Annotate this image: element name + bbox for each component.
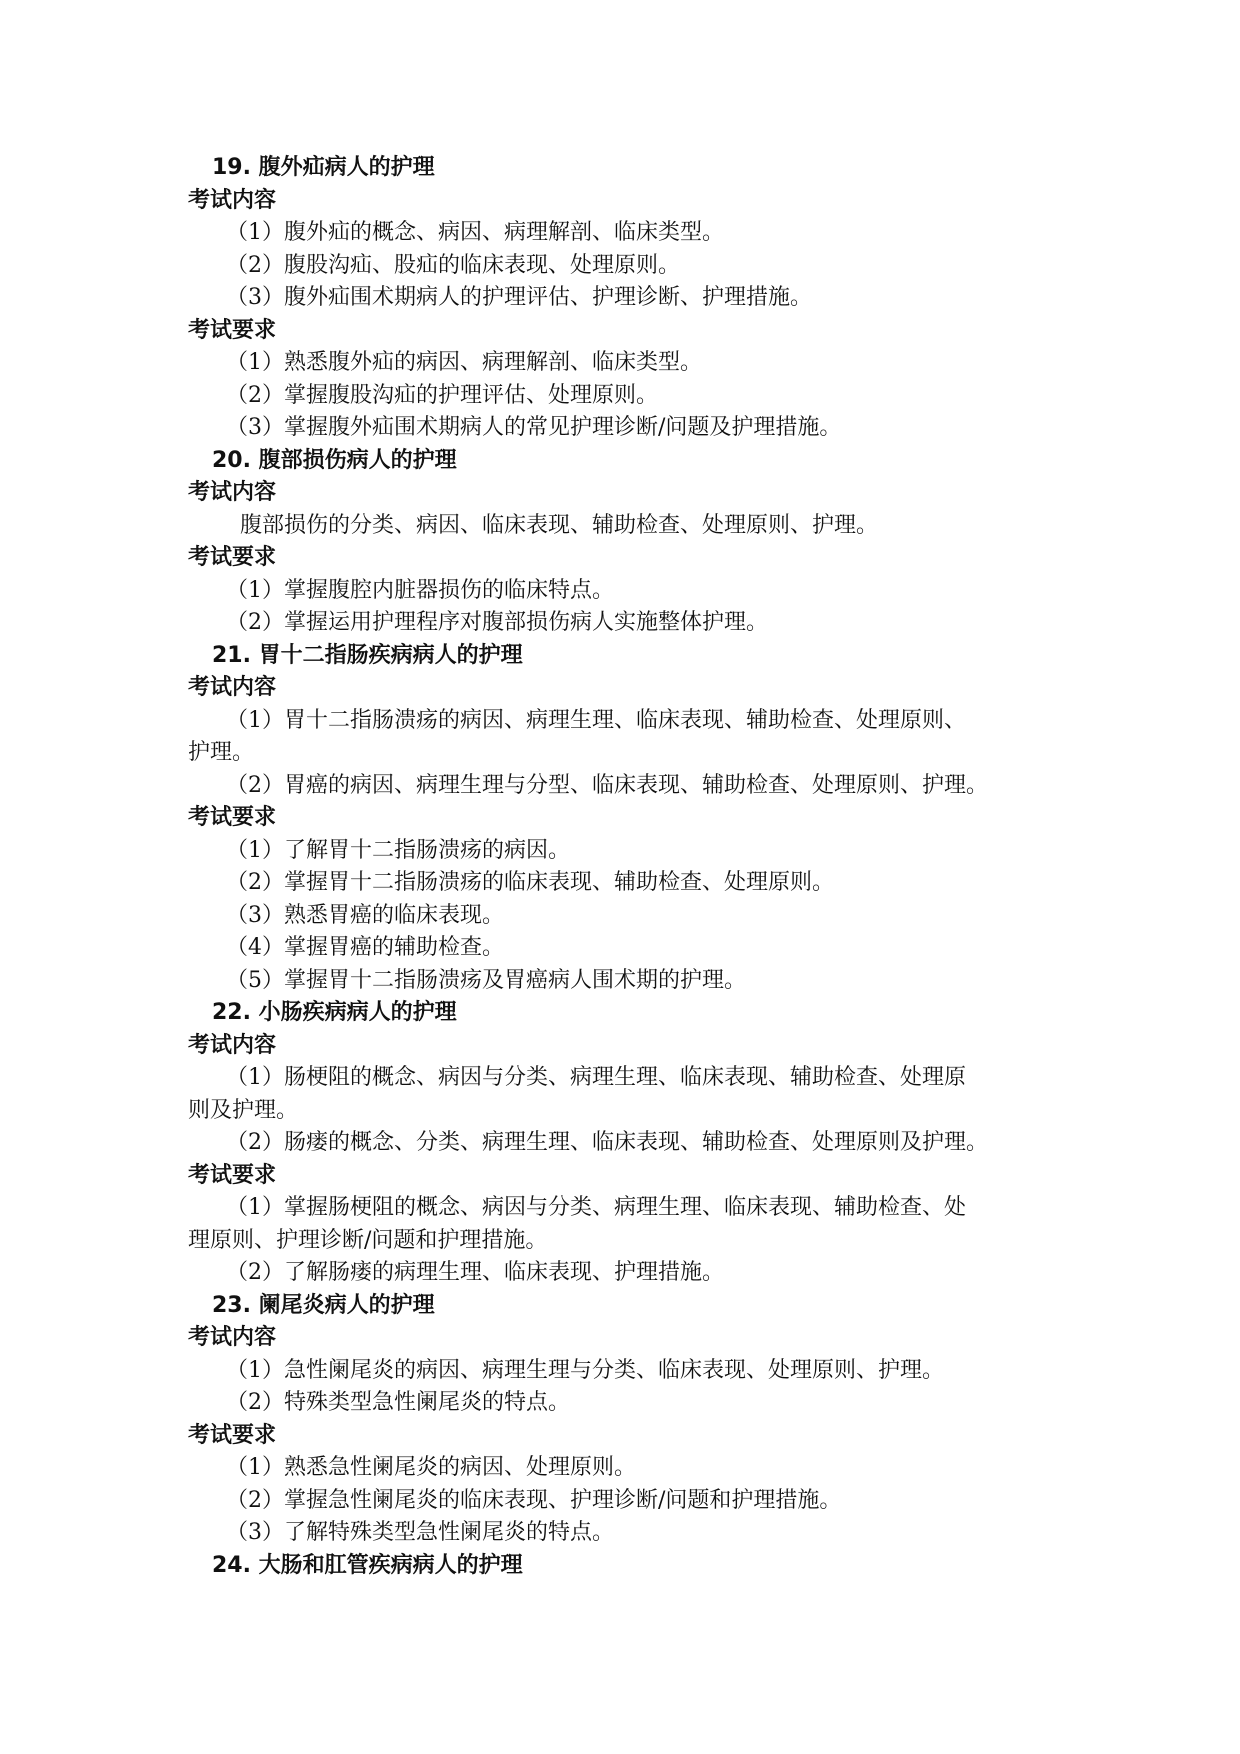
list-item: （2）胃癌的病因、病理生理与分型、临床表现、辅助检查、处理原则、护理。 bbox=[226, 772, 988, 798]
subsection-label: 考试要求 bbox=[188, 545, 277, 570]
list-item: （2）掌握胃十二指肠溃疡的临床表现、辅助检查、处理原则。 bbox=[226, 870, 834, 895]
subsection-label: 考试内容 bbox=[188, 1032, 277, 1058]
section-heading: 21. 胃十二指肠疾病病人的护理 bbox=[212, 642, 523, 668]
list-item: （1）急性阑尾炎的病因、病理生理与分类、临床表现、处理原则、护理。 bbox=[226, 1357, 944, 1383]
list-item: （1）熟悉急性阑尾炎的病因、处理原则。 bbox=[226, 1455, 636, 1480]
section-heading: 24. 大肠和肛管疾病病人的护理 bbox=[212, 1552, 523, 1578]
list-item: （1）了解胃十二指肠溃疡的病因。 bbox=[226, 837, 570, 863]
list-item: （2）掌握急性阑尾炎的临床表现、护理诊断/问题和护理措施。 bbox=[226, 1487, 842, 1513]
section-heading: 23. 阑尾炎病人的护理 bbox=[212, 1292, 435, 1318]
section-heading: 20. 腹部损伤病人的护理 bbox=[212, 447, 457, 473]
list-item: （2）特殊类型急性阑尾炎的特点。 bbox=[226, 1390, 570, 1415]
list-item: （1）肠梗阻的概念、病因与分类、病理生理、临床表现、辅助检查、处理原 bbox=[226, 1065, 966, 1090]
list-item: （5）掌握胃十二指肠溃疡及胃癌病人围术期的护理。 bbox=[226, 967, 746, 993]
list-item: （1）熟悉腹外疝的病因、病理解剖、临床类型。 bbox=[226, 350, 702, 375]
subsection-label: 考试内容 bbox=[188, 480, 277, 505]
list-item: （2）了解肠瘘的病理生理、临床表现、护理措施。 bbox=[226, 1260, 724, 1285]
list-item: （3）了解特殊类型急性阑尾炎的特点。 bbox=[226, 1520, 614, 1545]
list-item: （1）胃十二指肠溃疡的病因、病理生理、临床表现、辅助检查、处理原则、 bbox=[226, 707, 966, 733]
subsection-label: 考试要求 bbox=[188, 805, 277, 830]
subsection-label: 考试要求 bbox=[188, 1162, 277, 1188]
paragraph: 腹部损伤的分类、病因、临床表现、辅助检查、处理原则、护理。 bbox=[240, 512, 879, 538]
section-heading: 22. 小肠疾病病人的护理 bbox=[212, 1000, 457, 1025]
document-body bbox=[188, 152, 1068, 1582]
list-item: （4）掌握胃癌的辅助检查。 bbox=[226, 935, 504, 960]
subsection-label: 考试要求 bbox=[188, 317, 277, 343]
subsection-label: 考试要求 bbox=[188, 1422, 277, 1448]
list-item: （3）掌握腹外疝围术期病人的常见护理诊断/问题及护理措施。 bbox=[226, 415, 842, 440]
subsection-label: 考试内容 bbox=[188, 1325, 277, 1350]
subsection-label: 考试内容 bbox=[188, 187, 277, 213]
list-item-continuation: 则及护理。 bbox=[188, 1097, 299, 1123]
list-item: （1）腹外疝的概念、病因、病理解剖、临床类型。 bbox=[226, 220, 724, 245]
list-item: （1）掌握腹腔内脏器损伤的临床特点。 bbox=[226, 577, 614, 603]
list-item: （3）腹外疝围术期病人的护理评估、护理诊断、护理措施。 bbox=[226, 285, 812, 310]
list-item-continuation: 护理。 bbox=[188, 740, 255, 765]
subsection-label: 考试内容 bbox=[188, 675, 277, 700]
list-item: （3）熟悉胃癌的临床表现。 bbox=[226, 902, 504, 928]
list-item: （2）掌握运用护理程序对腹部损伤病人实施整体护理。 bbox=[226, 610, 768, 635]
list-item: （2）肠瘘的概念、分类、病理生理、临床表现、辅助检查、处理原则及护理。 bbox=[226, 1130, 988, 1155]
section-heading: 19. 腹外疝病人的护理 bbox=[212, 155, 435, 180]
list-item: （1）掌握肠梗阻的概念、病因与分类、病理生理、临床表现、辅助检查、处 bbox=[226, 1195, 966, 1220]
list-item: （2）掌握腹股沟疝的护理评估、处理原则。 bbox=[226, 382, 658, 408]
list-item-continuation: 理原则、护理诊断/问题和护理措施。 bbox=[188, 1227, 548, 1253]
list-item: （2）腹股沟疝、股疝的临床表现、处理原则。 bbox=[226, 252, 680, 278]
